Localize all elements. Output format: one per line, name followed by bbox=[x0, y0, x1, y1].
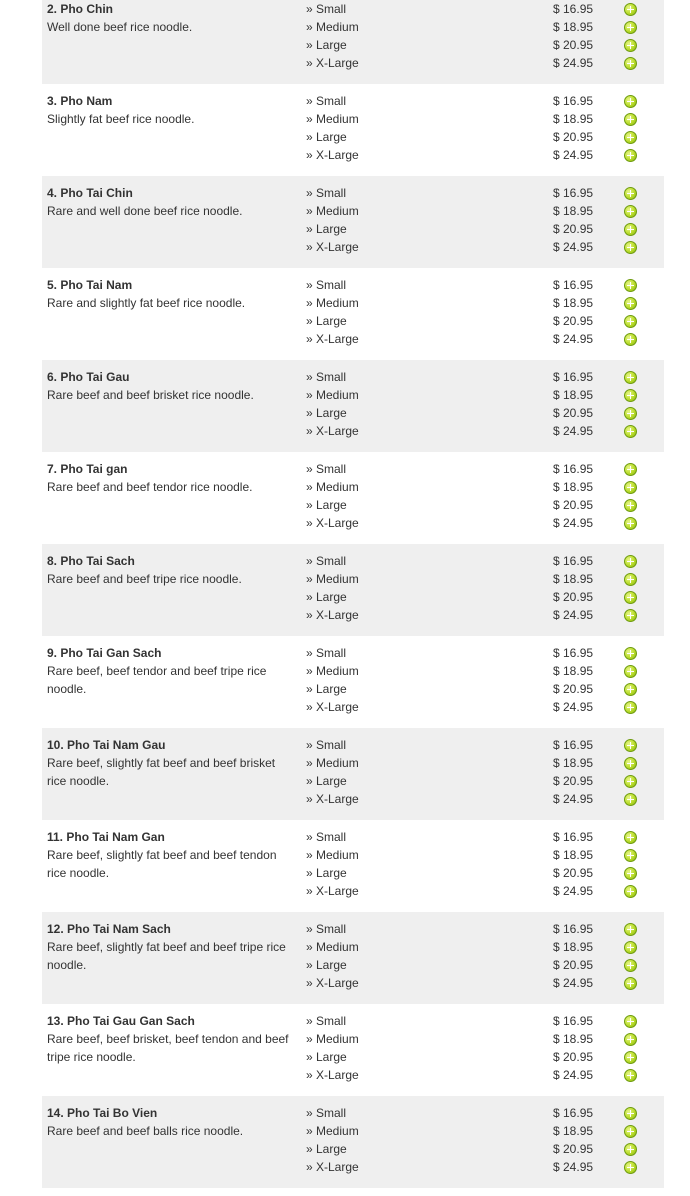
item-description: Rare beef and beef balls rice noodle. bbox=[47, 1124, 244, 1138]
add-to-cart-icon[interactable] bbox=[624, 941, 637, 954]
size-label[interactable]: » Medium bbox=[306, 756, 359, 770]
size-option-row bbox=[306, 828, 666, 846]
menu-item bbox=[42, 636, 664, 728]
add-to-cart-icon[interactable] bbox=[624, 389, 637, 402]
item-info bbox=[47, 0, 297, 36]
size-option-row bbox=[306, 1104, 666, 1122]
add-to-cart-icon[interactable] bbox=[624, 241, 637, 254]
size-option-row bbox=[306, 644, 666, 662]
item-description: Well done beef rice noodle. bbox=[47, 20, 193, 34]
item-description: Rare beef and beef tripe rice noodle. bbox=[47, 572, 242, 586]
add-to-cart-icon[interactable] bbox=[624, 591, 637, 604]
size-label[interactable]: » Large bbox=[306, 406, 347, 420]
size-label[interactable]: » Large bbox=[306, 1142, 347, 1156]
add-to-cart-icon[interactable] bbox=[624, 205, 637, 218]
add-to-cart-icon[interactable] bbox=[624, 279, 637, 292]
size-label[interactable]: » Medium bbox=[306, 204, 359, 218]
size-label[interactable]: » Small bbox=[306, 2, 347, 16]
add-to-cart-icon[interactable] bbox=[624, 1051, 637, 1064]
item-info bbox=[47, 368, 297, 404]
size-price: $ 20.95 bbox=[553, 38, 594, 52]
size-label[interactable]: » Medium bbox=[306, 1032, 359, 1046]
menu-item bbox=[42, 0, 664, 84]
size-option-row bbox=[306, 1158, 666, 1176]
size-price: $ 24.95 bbox=[553, 884, 594, 898]
size-option-row bbox=[306, 386, 666, 404]
item-info bbox=[47, 828, 297, 882]
size-label[interactable]: » Small bbox=[306, 94, 347, 108]
size-label[interactable]: » Large bbox=[306, 682, 347, 696]
size-option-row bbox=[306, 920, 666, 938]
size-label[interactable]: » Large bbox=[306, 130, 347, 144]
size-option-row bbox=[306, 128, 666, 146]
size-option-row bbox=[306, 478, 666, 496]
size-label[interactable]: » Medium bbox=[306, 940, 359, 954]
size-option-row bbox=[306, 404, 666, 422]
size-label[interactable]: » X-Large bbox=[306, 424, 359, 438]
add-to-cart-icon[interactable] bbox=[624, 1161, 637, 1174]
size-label[interactable]: » Medium bbox=[306, 20, 359, 34]
size-label[interactable]: » Large bbox=[306, 590, 347, 604]
size-option-row bbox=[306, 496, 666, 514]
size-price: $ 16.95 bbox=[553, 278, 594, 292]
size-price: $ 16.95 bbox=[553, 186, 594, 200]
size-label[interactable]: » X-Large bbox=[306, 700, 359, 714]
size-price: $ 20.95 bbox=[553, 1142, 594, 1156]
size-price: $ 18.95 bbox=[553, 480, 594, 494]
size-options bbox=[306, 644, 666, 716]
add-to-cart-icon[interactable] bbox=[624, 775, 637, 788]
item-info bbox=[47, 1012, 297, 1066]
size-price: $ 24.95 bbox=[553, 148, 594, 162]
item-title: 4. Pho Tai Chin bbox=[47, 186, 133, 200]
add-to-cart-icon[interactable] bbox=[624, 39, 637, 52]
size-label[interactable]: » Large bbox=[306, 1050, 347, 1064]
size-label[interactable]: » X-Large bbox=[306, 332, 359, 346]
item-info bbox=[47, 736, 297, 790]
size-label[interactable]: » Small bbox=[306, 462, 347, 476]
size-price: $ 18.95 bbox=[553, 1032, 594, 1046]
size-option-row bbox=[306, 460, 666, 478]
add-to-cart-icon[interactable] bbox=[624, 57, 637, 70]
size-label[interactable]: » X-Large bbox=[306, 240, 359, 254]
add-to-cart-icon[interactable] bbox=[624, 831, 637, 844]
add-to-cart-icon[interactable] bbox=[624, 481, 637, 494]
menu-item bbox=[42, 268, 664, 360]
size-price: $ 16.95 bbox=[553, 370, 594, 384]
size-label[interactable]: » Medium bbox=[306, 388, 359, 402]
item-description: Rare beef and beef brisket rice noodle. bbox=[47, 388, 254, 402]
size-label[interactable]: » X-Large bbox=[306, 792, 359, 806]
size-option-row bbox=[306, 36, 666, 54]
menu-item bbox=[42, 820, 664, 912]
menu-list bbox=[42, 0, 664, 1188]
size-option-row bbox=[306, 1066, 666, 1084]
add-to-cart-icon[interactable] bbox=[624, 315, 637, 328]
size-label[interactable]: » Medium bbox=[306, 664, 359, 678]
size-price: $ 18.95 bbox=[553, 20, 594, 34]
item-title: 6. Pho Tai Gau bbox=[47, 370, 130, 384]
size-price: $ 18.95 bbox=[553, 1124, 594, 1138]
size-label[interactable]: » X-Large bbox=[306, 884, 359, 898]
size-label[interactable]: » Medium bbox=[306, 572, 359, 586]
size-label[interactable]: » Medium bbox=[306, 848, 359, 862]
size-option-row bbox=[306, 276, 666, 294]
size-price: $ 16.95 bbox=[553, 646, 594, 660]
size-label[interactable]: » Large bbox=[306, 498, 347, 512]
size-option-row bbox=[306, 54, 666, 72]
size-price: $ 16.95 bbox=[553, 1106, 594, 1120]
add-to-cart-icon[interactable] bbox=[624, 95, 637, 108]
size-option-row bbox=[306, 1012, 666, 1030]
item-title: 2. Pho Chin bbox=[47, 2, 113, 16]
add-to-cart-icon[interactable] bbox=[624, 555, 637, 568]
add-to-cart-icon[interactable] bbox=[624, 187, 637, 200]
menu-item bbox=[42, 912, 664, 1004]
size-price: $ 16.95 bbox=[553, 94, 594, 108]
menu-item bbox=[42, 176, 664, 268]
add-to-cart-icon[interactable] bbox=[624, 849, 637, 862]
add-to-cart-icon[interactable] bbox=[624, 757, 637, 770]
item-info bbox=[47, 552, 297, 588]
menu-item bbox=[42, 360, 664, 452]
add-to-cart-icon[interactable] bbox=[624, 701, 637, 714]
size-label[interactable]: » Small bbox=[306, 278, 347, 292]
size-price: $ 16.95 bbox=[553, 1014, 594, 1028]
size-price: $ 18.95 bbox=[553, 388, 594, 402]
size-label[interactable]: » X-Large bbox=[306, 148, 359, 162]
size-price: $ 16.95 bbox=[553, 738, 594, 752]
size-price: $ 18.95 bbox=[553, 664, 594, 678]
size-label[interactable]: » Small bbox=[306, 646, 347, 660]
size-price: $ 18.95 bbox=[553, 756, 594, 770]
add-to-cart-icon[interactable] bbox=[624, 573, 637, 586]
size-options bbox=[306, 0, 666, 72]
size-options bbox=[306, 276, 666, 348]
size-option-row bbox=[306, 882, 666, 900]
size-price: $ 24.95 bbox=[553, 700, 594, 714]
size-price: $ 16.95 bbox=[553, 462, 594, 476]
item-title: 12. Pho Tai Nam Sach bbox=[47, 922, 171, 936]
menu-item bbox=[42, 452, 664, 544]
size-option-row bbox=[306, 754, 666, 772]
size-option-row bbox=[306, 422, 666, 440]
size-label[interactable]: » Small bbox=[306, 1014, 347, 1028]
add-to-cart-icon[interactable] bbox=[624, 885, 637, 898]
add-to-cart-icon[interactable] bbox=[624, 333, 637, 346]
size-label[interactable]: » Large bbox=[306, 866, 347, 880]
size-option-row bbox=[306, 846, 666, 864]
item-description: Rare beef, beef brisket, beef tendon and beef tripe rice noodle. bbox=[47, 1032, 289, 1064]
size-price: $ 20.95 bbox=[553, 498, 594, 512]
size-option-row bbox=[306, 938, 666, 956]
size-option-row bbox=[306, 698, 666, 716]
size-option-row bbox=[306, 220, 666, 238]
size-label[interactable]: » Large bbox=[306, 958, 347, 972]
size-price: $ 18.95 bbox=[553, 296, 594, 310]
add-to-cart-icon[interactable] bbox=[624, 1143, 637, 1156]
item-title: 3. Pho Nam bbox=[47, 94, 113, 108]
size-label[interactable]: » Medium bbox=[306, 480, 359, 494]
size-option-row bbox=[306, 1122, 666, 1140]
item-description: Rare beef and beef tendor rice noodle. bbox=[47, 480, 253, 494]
menu-item bbox=[42, 728, 664, 820]
size-label[interactable]: » Large bbox=[306, 774, 347, 788]
size-price: $ 18.95 bbox=[553, 112, 594, 126]
size-option-row bbox=[306, 184, 666, 202]
add-to-cart-icon[interactable] bbox=[624, 793, 637, 806]
size-label[interactable]: » Medium bbox=[306, 296, 359, 310]
add-to-cart-icon[interactable] bbox=[624, 131, 637, 144]
size-price: $ 18.95 bbox=[553, 940, 594, 954]
add-to-cart-icon[interactable] bbox=[624, 647, 637, 660]
size-options bbox=[306, 92, 666, 164]
item-info bbox=[47, 184, 297, 220]
size-option-row bbox=[306, 680, 666, 698]
size-option-row bbox=[306, 110, 666, 128]
add-to-cart-icon[interactable] bbox=[624, 21, 637, 34]
add-to-cart-icon[interactable] bbox=[624, 1033, 637, 1046]
menu-item bbox=[42, 1096, 664, 1188]
size-option-row bbox=[306, 606, 666, 624]
size-price: $ 20.95 bbox=[553, 866, 594, 880]
item-info bbox=[47, 920, 297, 974]
size-label[interactable]: » Large bbox=[306, 38, 347, 52]
size-options bbox=[306, 736, 666, 808]
add-to-cart-icon[interactable] bbox=[624, 683, 637, 696]
size-label[interactable]: » Medium bbox=[306, 112, 359, 126]
size-label[interactable]: » Medium bbox=[306, 1124, 359, 1138]
size-option-row bbox=[306, 570, 666, 588]
size-label[interactable]: » Large bbox=[306, 222, 347, 236]
size-price: $ 24.95 bbox=[553, 240, 594, 254]
item-description: Rare and well done beef rice noodle. bbox=[47, 204, 243, 218]
size-price: $ 16.95 bbox=[553, 554, 594, 568]
size-label[interactable]: » Small bbox=[306, 922, 347, 936]
size-option-row bbox=[306, 552, 666, 570]
add-to-cart-icon[interactable] bbox=[624, 1015, 637, 1028]
add-to-cart-icon[interactable] bbox=[624, 297, 637, 310]
size-label[interactable]: » Large bbox=[306, 314, 347, 328]
item-title: 9. Pho Tai Gan Sach bbox=[47, 646, 162, 660]
item-info bbox=[47, 92, 297, 128]
size-price: $ 20.95 bbox=[553, 774, 594, 788]
item-title: 13. Pho Tai Gau Gan Sach bbox=[47, 1014, 195, 1028]
size-option-row bbox=[306, 330, 666, 348]
size-price: $ 24.95 bbox=[553, 424, 594, 438]
size-option-row bbox=[306, 18, 666, 36]
add-to-cart-icon[interactable] bbox=[624, 923, 637, 936]
item-description: Rare and slightly fat beef rice noodle. bbox=[47, 296, 246, 310]
size-price: $ 24.95 bbox=[553, 1160, 594, 1174]
item-title: 10. Pho Tai Nam Gau bbox=[47, 738, 166, 752]
size-option-row bbox=[306, 662, 666, 680]
size-price: $ 20.95 bbox=[553, 590, 594, 604]
item-info bbox=[47, 276, 297, 312]
size-option-row bbox=[306, 368, 666, 386]
size-price: $ 16.95 bbox=[553, 2, 594, 16]
add-to-cart-icon[interactable] bbox=[624, 609, 637, 622]
size-price: $ 20.95 bbox=[553, 130, 594, 144]
size-price: $ 18.95 bbox=[553, 204, 594, 218]
menu-item bbox=[42, 544, 664, 636]
add-to-cart-icon[interactable] bbox=[624, 425, 637, 438]
size-price: $ 20.95 bbox=[553, 1050, 594, 1064]
size-option-row bbox=[306, 312, 666, 330]
size-option-row bbox=[306, 1140, 666, 1158]
item-title: 5. Pho Tai Nam bbox=[47, 278, 133, 292]
add-to-cart-icon[interactable] bbox=[624, 665, 637, 678]
size-price: $ 20.95 bbox=[553, 958, 594, 972]
size-option-row bbox=[306, 202, 666, 220]
item-info bbox=[47, 644, 297, 698]
add-to-cart-icon[interactable] bbox=[624, 371, 637, 384]
size-option-row bbox=[306, 514, 666, 532]
size-price: $ 16.95 bbox=[553, 830, 594, 844]
size-option-row bbox=[306, 974, 666, 992]
item-description: Rare beef, beef tendor and beef tripe rice noodle. bbox=[47, 664, 267, 696]
item-title: 11. Pho Tai Nam Gan bbox=[47, 830, 165, 844]
size-options bbox=[306, 460, 666, 532]
size-price: $ 24.95 bbox=[553, 332, 594, 346]
size-option-row bbox=[306, 736, 666, 754]
size-option-row bbox=[306, 790, 666, 808]
size-price: $ 20.95 bbox=[553, 682, 594, 696]
item-title: 8. Pho Tai Sach bbox=[47, 554, 135, 568]
item-title: 14. Pho Tai Bo Vien bbox=[47, 1106, 158, 1120]
size-option-row bbox=[306, 146, 666, 164]
size-price: $ 20.95 bbox=[553, 314, 594, 328]
size-price: $ 24.95 bbox=[553, 1068, 594, 1082]
size-label[interactable]: » X-Large bbox=[306, 56, 359, 70]
add-to-cart-icon[interactable] bbox=[624, 1069, 637, 1082]
size-price: $ 16.95 bbox=[553, 922, 594, 936]
size-price: $ 18.95 bbox=[553, 848, 594, 862]
item-description: Rare beef, slightly fat beef and beef tripe rice noodle. bbox=[47, 940, 286, 972]
size-price: $ 20.95 bbox=[553, 406, 594, 420]
size-options bbox=[306, 828, 666, 900]
size-option-row bbox=[306, 92, 666, 110]
item-description: Slightly fat beef rice noodle. bbox=[47, 112, 195, 126]
size-options bbox=[306, 368, 666, 440]
size-option-row bbox=[306, 956, 666, 974]
item-description: Rare beef, slightly fat beef and beef tendon rice noodle. bbox=[47, 848, 277, 880]
size-options bbox=[306, 1012, 666, 1084]
size-price: $ 24.95 bbox=[553, 516, 594, 530]
size-label[interactable]: » X-Large bbox=[306, 976, 359, 990]
size-label[interactable]: » Small bbox=[306, 370, 347, 384]
menu-item bbox=[42, 84, 664, 176]
size-option-row bbox=[306, 294, 666, 312]
size-option-row bbox=[306, 238, 666, 256]
size-option-row bbox=[306, 772, 666, 790]
size-option-row bbox=[306, 864, 666, 882]
add-to-cart-icon[interactable] bbox=[624, 3, 637, 16]
item-info bbox=[47, 460, 297, 496]
item-description: Rare beef, slightly fat beef and beef brisket rice noodle. bbox=[47, 756, 276, 788]
size-option-row bbox=[306, 1030, 666, 1048]
add-to-cart-icon[interactable] bbox=[624, 977, 637, 990]
add-to-cart-icon[interactable] bbox=[624, 867, 637, 880]
add-to-cart-icon[interactable] bbox=[624, 959, 637, 972]
item-title: 7. Pho Tai gan bbox=[47, 462, 128, 476]
add-to-cart-icon[interactable] bbox=[624, 1107, 637, 1120]
add-to-cart-icon[interactable] bbox=[624, 499, 637, 512]
size-option-row bbox=[306, 588, 666, 606]
size-price: $ 24.95 bbox=[553, 56, 594, 70]
add-to-cart-icon[interactable] bbox=[624, 407, 637, 420]
size-label[interactable]: » X-Large bbox=[306, 1068, 359, 1082]
size-label[interactable]: » Small bbox=[306, 1106, 347, 1120]
size-price: $ 24.95 bbox=[553, 976, 594, 990]
add-to-cart-icon[interactable] bbox=[624, 739, 637, 752]
size-label[interactable]: » Small bbox=[306, 554, 347, 568]
add-to-cart-icon[interactable] bbox=[624, 1125, 637, 1138]
menu-item bbox=[42, 1004, 664, 1096]
size-price: $ 24.95 bbox=[553, 792, 594, 806]
size-price: $ 20.95 bbox=[553, 222, 594, 236]
add-to-cart-icon[interactable] bbox=[624, 517, 637, 530]
size-price: $ 24.95 bbox=[553, 608, 594, 622]
add-to-cart-icon[interactable] bbox=[624, 463, 637, 476]
size-options bbox=[306, 552, 666, 624]
size-label[interactable]: » Small bbox=[306, 830, 347, 844]
size-price: $ 18.95 bbox=[553, 572, 594, 586]
size-options bbox=[306, 920, 666, 992]
size-option-row bbox=[306, 0, 666, 18]
size-option-row bbox=[306, 1048, 666, 1066]
size-label[interactable]: » X-Large bbox=[306, 1160, 359, 1174]
size-options bbox=[306, 1104, 666, 1176]
size-label[interactable]: » Small bbox=[306, 186, 347, 200]
add-to-cart-icon[interactable] bbox=[624, 149, 637, 162]
size-label[interactable]: » X-Large bbox=[306, 608, 359, 622]
size-label[interactable]: » X-Large bbox=[306, 516, 359, 530]
item-info bbox=[47, 1104, 297, 1140]
size-options bbox=[306, 184, 666, 256]
size-label[interactable]: » Small bbox=[306, 738, 347, 752]
add-to-cart-icon[interactable] bbox=[624, 113, 637, 126]
add-to-cart-icon[interactable] bbox=[624, 223, 637, 236]
